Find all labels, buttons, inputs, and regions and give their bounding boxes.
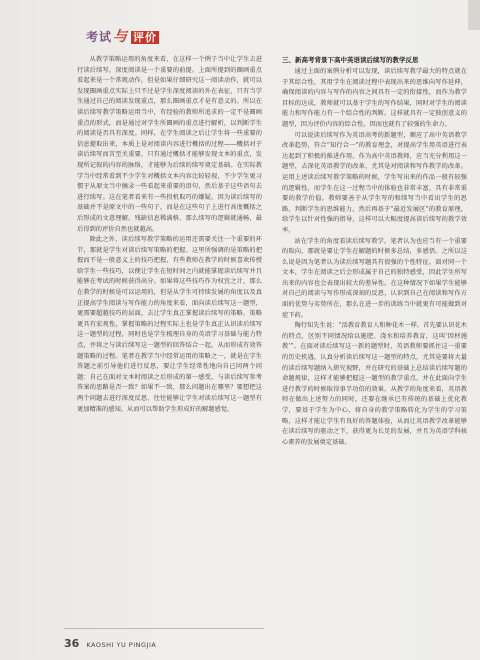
footer-rule (64, 628, 264, 629)
page-footer (64, 632, 156, 651)
left-paragraph-1: 从教学策略运用的角度来看，在这样一个例子当中让学生去进行读后续写，深度阅读是一个重要的前提。上面所提到的圈画重点看起来是一个常规动作，但是如果仔细研究这一阅读动作，就可以发现圈画重点实际上只不过是学生深度阅读的外在表征，只有当学生通过自己的阅读发现重点，那么圈画重点才是有意义的。所以在读后续写教学策略运用当中，有经验的教师所追求的一定不是圈画重点的形式，而是通过对学生所圈画的重点进行解析，以判断学生的阅读是否具有深度。同样，在学生阅读之后让学生将一些重要的信息提取出来，本质上是对阅读内容进行概括的过程——概括对于读后续写而言至关重要，只有通过概括才能够发现文本的重点，发现所记叙的内容的脉络，才能够为后续的续写奠定基础。在实际教学当中经常看到不少学生对概括文本内容比较轻视，不少学生更习惯于从原文当中摘录一些看起来重要的语句，然后基于这些语句去进行续写。这在笔者看来有一些投机取巧的嫌疑，因为读后续写的基础并不是原文中的一些句子，而是在这些句子上进行高度概括之后形成的文意理解。残缺信息稀满格、那么续写的逻辑就通畅，最后得到的评价自然也就越高。 (77, 56, 262, 233)
journal-logo (86, 26, 159, 46)
right-paragraph-4: 陶行知先生说：“活教育教育人和种花木一样，首先要认识花木的特点，区别不同情况给以施肥、浇水和培养教育，这叫‘因材施教’”。在面对读后续写这一新的题型时，英语教师要抓住这一重要的历史机遇，认真分析读后续写这一题型的特点，尤其是要将大量的读后续写题纳入研究视野，并在研究的基础上总结读后续写题的命题规律，这样才能够把握这一题型的教学重点，并在此面向学生进行教学的时候取得事半功倍的效果。从教学的角度来看，英语教师在做出上述努力的同时，还要在继承已有传统的基础上优化教学，要基于学生为中心，将自身的教学策略转化为学生的学习策略，这样才能让学生有良好的答题体验，从而让英语教学改革能够在读后续写的驱动之下，获得更为长足的发展，并且为英语学科核心素养的发展奠定基础。 (282, 322, 467, 446)
right-column (282, 55, 467, 448)
left-column (77, 55, 262, 415)
right-paragraph-1: 通过上面的案例分析可以发现，读后续写教学最大的特点就在于其综合性，其用学生在阅读过程中表现出来的思维向写作延伸，确保阅读的内容与写作的内容之间具有一定的衔接性，而作为教学目标的达成，教师就可以基于学生的写作结果，同时对学生的阅读能力和写作能力有一个综合性的判断。这样就具有一定独创意义的题型，因为评价内容的综合性，因而也就有了较强的生命力。 (282, 68, 467, 128)
left-paragraph-2: 除此之外，读后续写教学策略的运用还需要关注一个重要的环节，那就是学生对读后续写策略的把握。这里所强调的是策略的把握而不是一般意义上的技巧把握，有些教师在教学的时候喜欢传授给学生一些技巧，以便让学生在短时间之内就能掌握读后续写并且能够在考试的时候获得高分。如果将这些技巧作为权宜之计，那么在教学的时候是可以运用的，但是从学生可持续发展的角度以及真正提高学生阅读与写作能力的角度来看，面向读后续写这一题型，更需要超越技巧的层面，去让学生真正掌握读后续写的策略。策略更具有宏观性，掌握策略的过程实际上也是学生真正认识读后续写这一题型的过程，同时也是学生梳理自身的英语学习基础与能力特点，并将之与读后续写这一题型的回答结合一起，从而形成有效答题策略的过程。笔者在教学当中经常运用的策略之一，就是在学生答题之前引导他们进行反思，要让学生经常性地向自己问两个问题：自己在面对文本时阅读之后形成的第一感受，与读后续写参考答案的思路是否一致？如果不一致，那么问题出在哪里？要想把这两个问题去进行深度反思，往往能够让学生对读后续写这一题型有更加精准的感知，从而可以帮助学生形成好的解题感觉。 (77, 236, 262, 413)
right-paragraph-3: 站在学生的角度看读后续写教学，笔者认为也应当有一个重要的取向，那就是要让学生在解题的时候多总结，多感悟。之所以这么说是因为笔者认为读后续写题具有很强的个性特征，面对同一个文本，学生在阅读之后会形成属于自己的独特感受，因此学生所写出来的内容也会表现出较大的差异性。在这种情况下如果学生能够对自己的阅读与写作形成深刻的反思，认识到自己在阅读和写作方面的优势与劣势所在，那么在进一步的训练当中就更有可能做到对症下药。 (282, 237, 467, 319)
logo-amp: 与 (113, 29, 129, 45)
logo-text: 考试 (86, 30, 113, 44)
page-number: 36 (64, 637, 80, 650)
right-paragraph-2: 可以说读后续写作为英语高考的新题型，顺应了高中英语教学改革趋势，符合“知行合一”的教育理念，对提高学生用英语进行表达起到了积极的推进作用。作为高中英语教师，应当充分利用这一题型，去深化英语教学的改革，尤其是对阅读和写作教学的改革。运用上述读后续写教学策略的时候，学生写出来的作品一般有较强的逻辑性，而学生在这一过程当中的体验也非常丰富，具有非常重要的教学价值。教师要善于从学生写的和续写当中看出学生的思路，判断学生的思维能力，然后再基于“最近发展区”的教育原理，给学生以针对性强的指导，这样可以大幅度提高读后续写的教学效率。 (282, 131, 467, 234)
section-heading: 三、新高考背景下高中英语读后续写的教学反思 (282, 56, 419, 64)
journal-name: KAOSHI YU PINGJIA (86, 641, 157, 649)
logo-box: 评价 (133, 31, 158, 44)
corner-band (468, 0, 480, 30)
